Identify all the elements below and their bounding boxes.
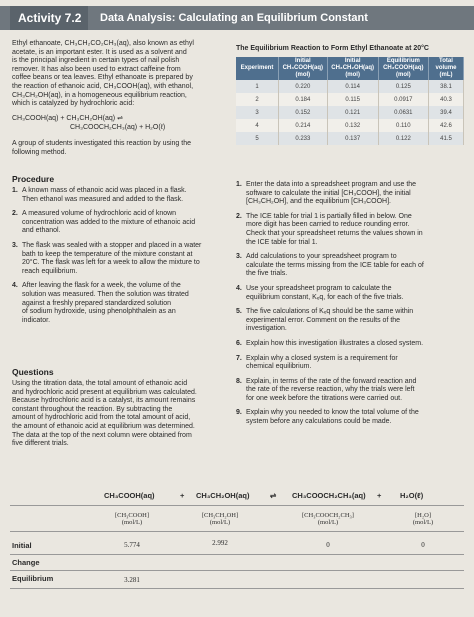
question-line: chemical equilibrium. [246,363,312,371]
ice-unit-line: [CH₃COOH] [114,512,150,519]
ice-cell: 2.992 [212,539,228,547]
table-cell: 0.132 [327,119,378,132]
step-line: bath to keep the temperature of the mixture constant at [22,250,193,258]
table-cell: 0.220 [279,80,328,93]
ice-cell: 0 [421,541,425,549]
step-number: 3. [12,241,18,249]
questions-line: constant throughout the reaction. By subtracting the [12,405,173,413]
question-number: 1. [236,181,242,188]
step-line: After leaving the flask for a week, the volume of the [22,282,181,290]
questions-line: five different trials. [12,440,69,448]
ice-unit-line: [CH₃COOCH₂CH₃] [302,512,354,519]
table-header-row [236,57,464,80]
question-line: calculate the terms missing from the ICE table for each of [246,261,424,269]
step-number: 2. [12,210,18,218]
intro-line: the reaction of ethanoic acid, CH₃COOH(aq), with ethanol, [12,82,194,90]
step-line: indicator. [22,316,51,324]
ice-unit-label [288,512,368,526]
analysis-questions-list [236,181,466,433]
ice-operator: + [180,491,185,500]
ice-unit-line: [H₂O] [415,512,431,519]
question-item [236,213,466,247]
questions-line: and hydrochloric acid present at equilibrium was calculated. [12,388,197,396]
step-line: and ethanol. [22,227,61,235]
intro-line: coffee beans or tea leaves. Ethyl ethanoate is prepared by [12,74,193,82]
activity-badge: Activity 7.2 [10,6,88,30]
table-row [236,80,464,93]
ice-species: CH₃COOCH₂CH₃(aq) [292,491,366,500]
table-row [236,132,464,145]
intro2-line: following method. [12,148,67,156]
table-cell: 0.110 [378,119,428,132]
question-line: the five trials. [246,270,288,278]
procedure-list [12,187,230,331]
question-line: Use your spreadsheet program to calculate the [246,284,392,292]
questions-line: Using the titration data, the total amount of ethanoic acid [12,380,188,387]
table-cell: 0.122 [378,132,428,145]
intro-paragraph-2 [12,140,227,157]
table-row [236,119,464,132]
question-item [236,409,466,426]
question-number: 5. [236,308,242,316]
question-line: Explain how this investigation illustrates a closed system. [246,339,424,347]
question-item [236,181,466,207]
question-line: Add calculations to your spreadsheet program to [246,253,397,261]
ice-unit-line: (mol/L) [317,519,339,526]
ice-unit-line: (mol/L) [412,519,434,526]
step-number: 4. [12,282,18,290]
question-number: 8. [236,377,242,385]
column-header: Total volume (mL) [429,57,464,80]
column-header: Initial CH₃COOH(aq) (mol) [279,57,328,80]
procedure-heading: Procedure [12,174,55,184]
question-item [236,308,466,334]
questions-line: amount of hydrochloric acid from the total amount of acid, [12,414,191,422]
ice-unit-label [398,512,448,526]
ice-unit-label [100,512,164,526]
question-line: software to calculate the initial [CH₃COOH], the initial [246,189,411,197]
table-cell: 41.5 [429,132,464,145]
step-line: solution was measured. Then the solution was titrated [22,290,189,298]
question-number: 6. [236,339,242,347]
question-line: Explain, in terms of the rate of the forward reaction and [246,377,417,385]
question-line: more digit has been carried to reduce rounding error. [246,221,410,229]
table-cell: 0.121 [327,106,378,119]
questions-line: Because hydrochloric acid is a catalyst, its amount remains [12,397,196,405]
table-cell: 0.115 [327,93,378,106]
ice-unit-label [188,512,252,526]
page-title: Data Analysis: Calculating an Equilibrium Constant [100,12,368,24]
question-line: The five calculations of Kₑq should be the same within [246,308,414,316]
reaction-equation-line2: CH₃COOCH₂CH₃(aq) + H₂O(ℓ) [70,124,166,131]
questions-line: The data at the top of the next column were obtained from [12,431,192,439]
procedure-step [12,242,230,276]
step-line: concentration was added to the mixture of ethanoic acid [22,218,196,226]
step-line: reach equilibrium. [22,267,78,275]
ice-divider [10,554,464,555]
table-cell: 0.0917 [378,93,428,106]
intro-line: is the principal ingredient in certain types of nail polish [12,57,180,65]
question-line: investigation. [246,325,287,333]
ice-row-label: Change [12,558,40,567]
ice-cell: 3.281 [124,576,140,584]
reaction-equation-line1: CH₃COOH(aq) + CH₃CH₂OH(aq) ⇌ [12,115,123,122]
ice-row-label: Equilibrium [12,574,54,583]
question-line: Enter the data into a spreadsheet program and use the [246,181,417,188]
intro2-line: A group of students investigated this reaction by using the [12,140,192,147]
question-line: for one week before the titrations were carried out. [246,394,403,402]
procedure-step [12,187,230,204]
procedure-step [12,282,230,325]
table-cell: 40.3 [429,93,464,106]
ice-unit-line: (mol/L) [209,519,231,526]
question-number: 3. [236,253,242,261]
table-cell: 5 [236,132,279,145]
step-line: against a freshly prepared standardized solution [22,299,172,307]
intro-line: which is catalyzed by hydrochloric acid: [12,100,135,108]
ice-unit-line: [CH₃CH₂OH] [201,512,239,519]
table-cell: 0.214 [279,119,328,132]
question-line: equilibrium constant, Kₑq, for each of the five trials. [246,293,404,301]
question-line: Check that your spreadsheet returns the values shown in [246,229,423,237]
ice-row-label: Initial [12,541,32,550]
ice-divider [10,505,464,506]
questions-paragraph [12,380,230,449]
intro-line: Ethyl ethanoate, CH₃CH₂CO₂CH₃(aq), also known as ethyl [12,40,194,47]
intro-line: CH₃CH₂OH(aq), in a homogeneous equilibrium reaction, [12,91,187,99]
question-line: the rate of the reverse reaction, why the trials were left [246,386,415,394]
question-line: The ICE table for trial 1 is partially filled in below. One [246,212,412,220]
ice-cell: 0 [326,541,330,549]
question-number: 2. [236,212,242,220]
ice-divider [10,588,464,589]
question-line: Explain why a closed system is a requirement for [246,354,398,362]
question-item [236,285,466,302]
questions-heading: Questions [12,367,54,377]
step-line: of sodium hydroxide, using phenolphthalein as an [22,308,176,316]
question-line: system before any calculations could be made. [246,418,392,426]
ice-unit-line: (mol/L) [121,519,143,526]
question-number: 7. [236,354,242,362]
table-cell: 0.125 [378,80,428,93]
step-line: A measured volume of hydrochloric acid of known [22,210,177,218]
table-cell: 4 [236,119,279,132]
ice-operator: ⇌ [270,491,277,500]
table-cell: 0.152 [279,106,328,119]
table-cell: 1 [236,80,279,93]
table-row [236,106,464,119]
ice-species: CH₃CH₂OH(aq) [196,491,250,500]
question-item [236,253,466,279]
step-line: The flask was sealed with a stopper and placed in a water [22,241,202,249]
ice-operator: + [377,491,382,500]
table-title: The Equilibrium Reaction to Form Ethyl Ethanoate at 20°C [236,45,429,52]
question-item [236,340,466,349]
question-item [236,378,466,404]
step-number: 1. [12,187,18,194]
table-cell: 2 [236,93,279,106]
table-cell: 0.233 [279,132,328,145]
question-line: Explain why you needed to know the total volume of the [246,409,419,417]
table-cell: 0.137 [327,132,378,145]
ice-divider [10,570,464,571]
data-table [236,57,464,145]
table-cell: 42.6 [429,119,464,132]
column-header: Experiment [236,57,279,80]
ice-species: CH₃COOH(aq) [104,491,155,500]
table-row [236,93,464,106]
question-line: experimental error. Comment on the results of the [246,316,401,324]
question-line: the ICE table for trial 1. [246,238,318,246]
questions-line: the amount of ethanoic acid at equilibrium was determined. [12,422,195,430]
question-line: [CH₃CH₂OH], and the equilibrium [CH₃COOH]. [246,198,391,206]
ice-cell: 5.774 [124,541,140,549]
column-header: Equilibrium CH₃COOH(aq) (mol) [378,57,428,80]
step-line: Then ethanol was measured and added to the flask. [22,195,184,203]
intro-line: remover. It has also been used to extract caffeine from [12,65,181,73]
question-number: 9. [236,409,242,417]
question-number: 4. [236,284,242,292]
table-cell: 0.0631 [378,106,428,119]
step-line: A known mass of ethanoic acid was placed in a flask. [22,187,187,194]
step-line: 20°C. The flask was left for a week to allow the mixture to [22,259,200,267]
ice-species: H₂O(ℓ) [400,491,424,500]
intro-paragraph [12,40,227,109]
procedure-step [12,210,230,236]
ice-divider [10,531,464,532]
question-item [236,355,466,372]
table-cell: 39.4 [429,106,464,119]
table-cell: 38.1 [429,80,464,93]
table-cell: 0.114 [327,80,378,93]
table-cell: 3 [236,106,279,119]
table-cell: 0.184 [279,93,328,106]
column-header: Initial CH₃CH₂OH(aq) (mol) [327,57,378,80]
intro-line: acetate, is an important ester. It is used as a solvent and [12,48,187,56]
